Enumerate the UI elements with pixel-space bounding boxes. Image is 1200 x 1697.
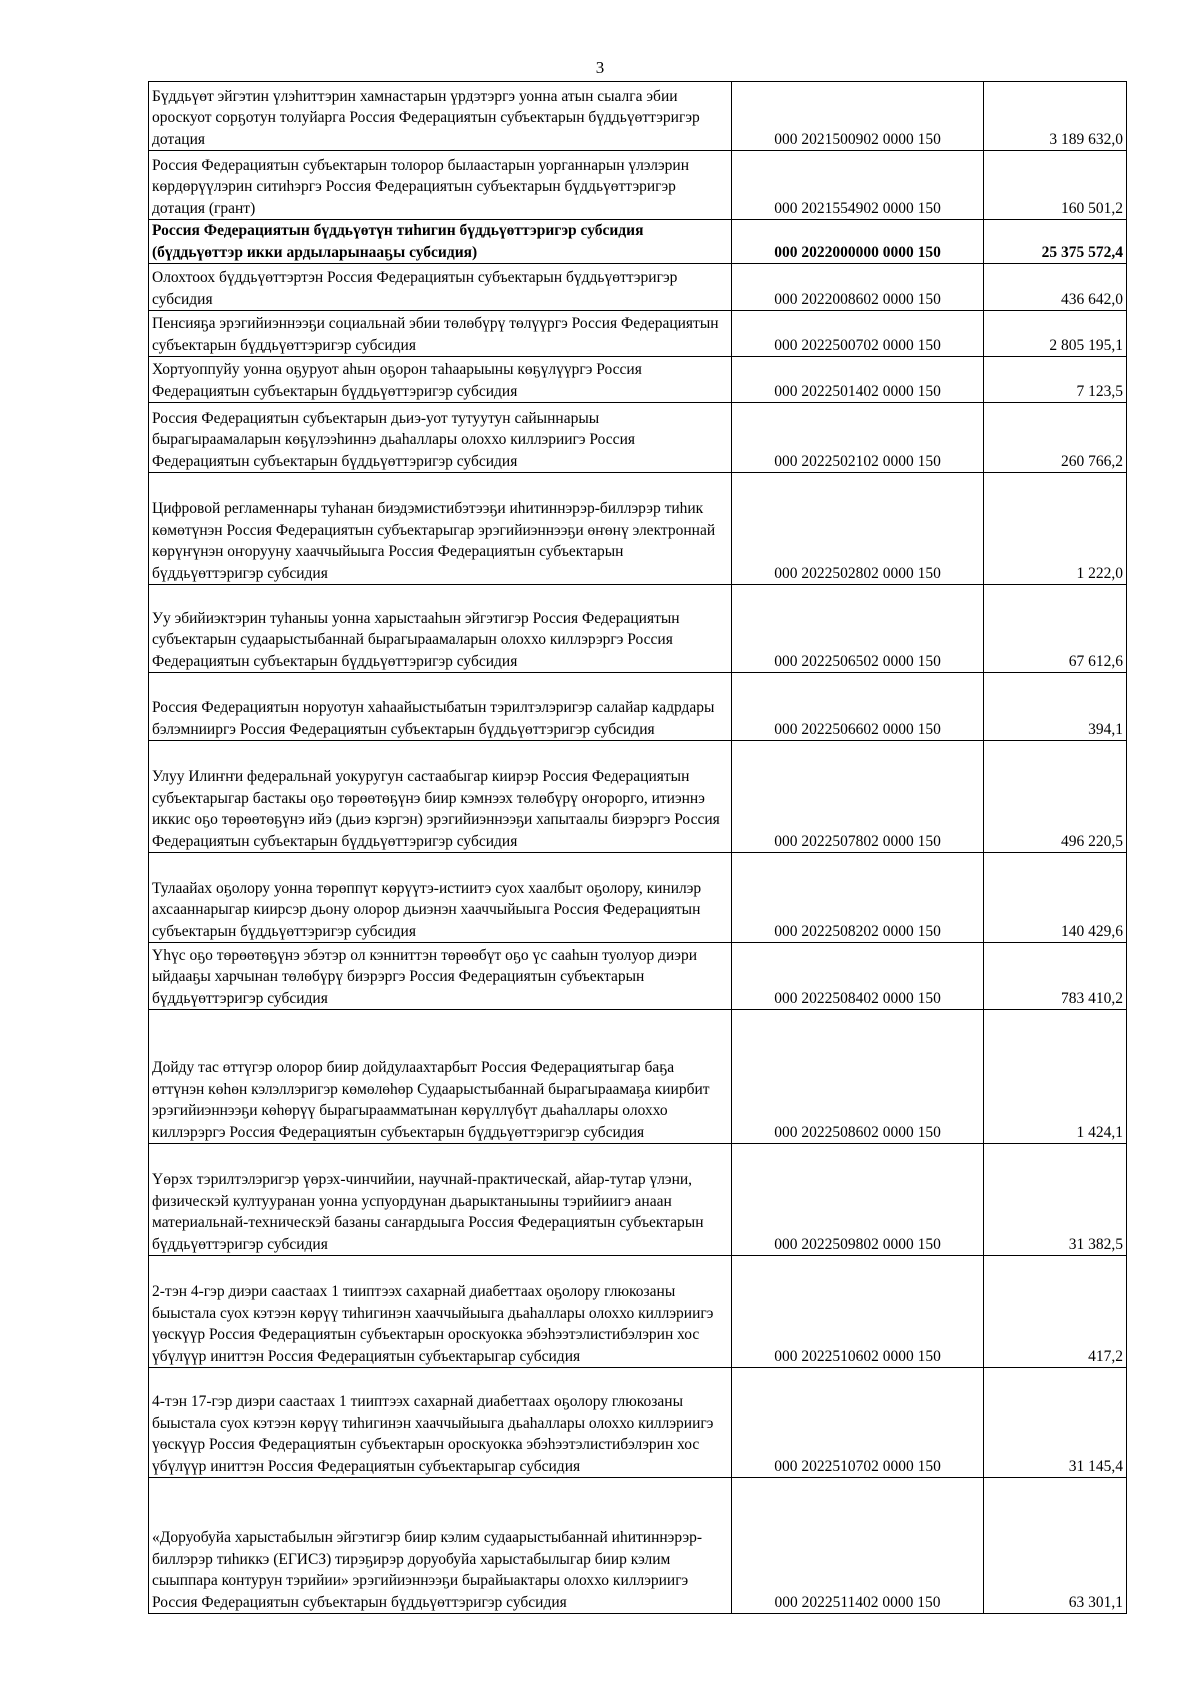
row-code-cell: 000 2022510702 0000 150 xyxy=(732,1368,984,1478)
table-row xyxy=(149,151,1127,220)
row-name-cell: Дойду тас өттүгэр олорор биир дойдулаахтарбыт Россия Федерациятыгар баҕа өттүнэн көһөн кэлэллэригэр көмөлөһөр Судаарыстыбаннай бырагыраамаҕа киирбит эрэгийиэннээҕи көһөрүү бырагыраамматынан көрүллүбүт дьаһаллары олоххо киллэрэргэ Россия Федерациятын субъектарын бүддьүөттэригэр субсидия xyxy=(149,1010,732,1144)
row-sum-cell: 3 189 632,0 xyxy=(984,82,1127,151)
row-name-cell: Тулаайах оҕолору уонна төрөппүт көрүүтэ-истиитэ суох хаалбыт оҕолору, кинилэр ахсааннарыгар киирсэр дьону олорор дьиэнэн хааччыйыыга Россия Федерациятын субъектарын бүддьүөттэригэр субсидия xyxy=(149,853,732,943)
table-row xyxy=(149,357,1127,403)
row-sum-cell: 7 123,5 xyxy=(984,357,1127,403)
budget-revenue-table xyxy=(148,81,1127,1614)
row-sum-cell: 31 145,4 xyxy=(984,1368,1127,1478)
row-name-cell: Үһүс оҕо төрөөтөҕүнэ эбэтэр ол кэнниттэн төрөөбүт оҕо үс сааһын туолуор диэри ыйдааҕы харчынан төлөбүрү биэрэргэ Россия Федерациятын субъектарын бүддьүөттэригэр субсидия xyxy=(149,943,732,1010)
row-sum-cell: 67 612,6 xyxy=(984,585,1127,673)
row-sum-cell: 160 501,2 xyxy=(984,151,1127,220)
row-name-cell: «Доруобуйа харыстабылын эйгэтигэр биир кэлим судаарыстыбаннай иһитиннэрэр-биллэрэр тиһиккэ (ЕГИСЗ) тирэҕирэр доруобуйа харыстабылыгар биир кэлим сыыппара контурун тэрийии» эрэгийиэннээҕи бырайыактары олоххо киллэриигэ Россия Федерациятын субъектарын бүддьүөттэригэр субсидия xyxy=(149,1478,732,1614)
row-name-cell: Хортуоппуйу уонна оҕуруот аһын оҕорон таһаарыыны көҕүлүүргэ Россия Федерациятын субъектарын бүддьүөттэригэр субсидия xyxy=(149,357,732,403)
row-sum-cell: 417,2 xyxy=(984,1256,1127,1368)
row-sum-cell: 394,1 xyxy=(984,673,1127,741)
row-sum-cell: 436 642,0 xyxy=(984,264,1127,311)
row-code-cell: 000 2022508202 0000 150 xyxy=(732,853,984,943)
row-name-cell: 2-тэн 4-гэр диэри саастаах 1 тииптээх сахарнай диабеттаах оҕолору глюкозаны быыстала суох кэтээн көрүү тиһигинэн хааччыйыыга дьаһаллары олоххо киллэриигэ үөскүүр Россия Федерациятын субъектарын ороскуокка эбэһээтэлистибэлэрин хос үбүлүүр иниттэн Россия Федерациятын субъектарыгар субсидия xyxy=(149,1256,732,1368)
row-sum-cell: 2 805 195,1 xyxy=(984,311,1127,357)
row-code-cell: 000 2022508402 0000 150 xyxy=(732,943,984,1010)
row-name-cell: Пенсияҕа эрэгийиэннээҕи социальнай эбии төлөбүрү төлүүргэ Россия Федерациятын субъектарын бүддьүөттэригэр субсидия xyxy=(149,311,732,357)
row-code-cell: 000 2022000000 0000 150 xyxy=(732,220,984,264)
row-sum-cell: 140 429,6 xyxy=(984,853,1127,943)
row-code-cell: 000 2022008602 0000 150 xyxy=(732,264,984,311)
table-row xyxy=(149,1368,1127,1478)
table-row xyxy=(149,264,1127,311)
row-sum-cell: 25 375 572,4 xyxy=(984,220,1127,264)
row-code-cell: 000 2021500902 0000 150 xyxy=(732,82,984,151)
row-code-cell: 000 2022511402 0000 150 xyxy=(732,1478,984,1614)
table-row xyxy=(149,1144,1127,1256)
row-name-cell: Цифровой регламеннары туһанан биэдэмистибэтээҕи иһитиннэрэр-биллэрэр тиһик көмөтүнэн Россия Федерациятын субъектарыгар эрэгийиэннээҕи өҥөнү электроннай көрүҥүнэн оҥорууну хааччыйыыга Россия Федерациятын субъектарын бүддьүөттэригэр субсидия xyxy=(149,473,732,585)
row-name-cell: 4-тэн 17-гэр диэри саастаах 1 тииптээх сахарнай диабеттаах оҕолору глюкозаны быыстала суох кэтээн көрүү тиһигинэн хааччыйыыга дьаһаллары олоххо киллэриигэ үөскүүр Россия Федерациятын субъектарын ороскуокка эбэһээтэлистибэлэрин хос үбүлүүр иниттэн Россия Федерациятын субъектарыгар субсидия xyxy=(149,1368,732,1478)
row-code-cell: 000 2022501402 0000 150 xyxy=(732,357,984,403)
table-row xyxy=(149,1256,1127,1368)
page-number: 3 xyxy=(595,58,605,77)
table-row xyxy=(149,1478,1127,1614)
row-name-cell: Улуу Илиҥҥи федеральнай уокуругун састаабыгар киирэр Россия Федерациятын субъектарыгар бастакы оҕо төрөөтөҕүнэ биир кэмнээх төлөбүрү оҥорорго, итиэннэ иккис оҕо төрөөтөҕүнэ ийэ (дьиэ кэргэн) эрэгийиэннээҕи хапытаалы биэрэргэ Россия Федерациятын субъектарын бүддьүөттэригэр субсидия xyxy=(149,741,732,853)
row-name-cell: Үөрэх тэрилтэлэригэр үөрэх-чинчийии, научнай-практическай, айар-тутар үлэни, физическэй култууранан уонна успуордунан дьарыктаныыны тэрийиигэ анаан материальнай-техническэй базаны саҥардыыга Россия Федерациятын субъектарын бүддьүөттэригэр субсидия xyxy=(149,1144,732,1256)
row-code-cell: 000 2022507802 0000 150 xyxy=(732,741,984,853)
row-code-cell: 000 2022506502 0000 150 xyxy=(732,585,984,673)
row-sum-cell: 63 301,1 xyxy=(984,1478,1127,1614)
row-name-cell: Россия Федерациятын субъектарын дьиэ-уот тутуутун сайыннарыы бырагыраамаларын көҕүлээһиннэ дьаһаллары олоххо киллэриигэ Россия Федерациятын субъектарын бүддьүөттэригэр субсидия xyxy=(149,403,732,473)
table-row xyxy=(149,673,1127,741)
row-code-cell: 000 2021554902 0000 150 xyxy=(732,151,984,220)
row-sum-cell: 496 220,5 xyxy=(984,741,1127,853)
row-sum-cell: 1 424,1 xyxy=(984,1010,1127,1144)
row-name-cell: Бүддьүөт эйгэтин үлэһиттэрин хамнастарын үрдэтэргэ уонна атын сыалга эбии ороскуот сорҕотун толуйарга Россия Федерациятын субъектарын бүддьүөттэригэр дотация xyxy=(149,82,732,151)
table-row xyxy=(149,943,1127,1010)
table-row xyxy=(149,311,1127,357)
row-sum-cell: 1 222,0 xyxy=(984,473,1127,585)
row-code-cell: 000 2022502802 0000 150 xyxy=(732,473,984,585)
row-code-cell: 000 2022510602 0000 150 xyxy=(732,1256,984,1368)
row-code-cell: 000 2022500702 0000 150 xyxy=(732,311,984,357)
row-sum-cell: 31 382,5 xyxy=(984,1144,1127,1256)
row-code-cell: 000 2022506602 0000 150 xyxy=(732,673,984,741)
row-name-cell: Уу эбийиэктэрин туһаныы уонна харыстааһын эйгэтигэр Россия Федерациятын субъектарын судаарыстыбаннай бырагыраамаларын олоххо киллэрэргэ Россия Федерациятын субъектарын бүддьүөттэригэр субсидия xyxy=(149,585,732,673)
row-name-cell: Россия Федерациятын норуотун хаһаайыстыбатын тэрилтэлэригэр салайар кадрдары бэлэмнииргэ Россия Федерациятын субъектарын бүддьүөттэригэр субсидия xyxy=(149,673,732,741)
row-name-cell: Олохтоох бүддьүөттэртэн Россия Федерациятын субъектарын бүддьүөттэригэр субсидия xyxy=(149,264,732,311)
table-row xyxy=(149,853,1127,943)
table-row xyxy=(149,82,1127,151)
table-row xyxy=(149,473,1127,585)
row-sum-cell: 260 766,2 xyxy=(984,403,1127,473)
row-code-cell: 000 2022509802 0000 150 xyxy=(732,1144,984,1256)
row-sum-cell: 783 410,2 xyxy=(984,943,1127,1010)
table-row xyxy=(149,1010,1127,1144)
row-code-cell: 000 2022508602 0000 150 xyxy=(732,1010,984,1144)
table-row xyxy=(149,403,1127,473)
table-row xyxy=(149,585,1127,673)
table-row xyxy=(149,741,1127,853)
row-name-cell: Россия Федерациятын субъектарын толорор былаастарын уорганнарын үлэлэрин көрдөрүүлэрин ситиһэргэ Россия Федерациятын субъектарын бүддьүөттэригэр дотация (грант) xyxy=(149,151,732,220)
table-row xyxy=(149,220,1127,264)
row-name-cell: Россия Федерациятын бүддьүөтүн тиһигин бүддьүөттэригэр субсидия (бүддьүөттэр икки ардыларынааҕы субсидия) xyxy=(149,220,732,264)
row-code-cell: 000 2022502102 0000 150 xyxy=(732,403,984,473)
